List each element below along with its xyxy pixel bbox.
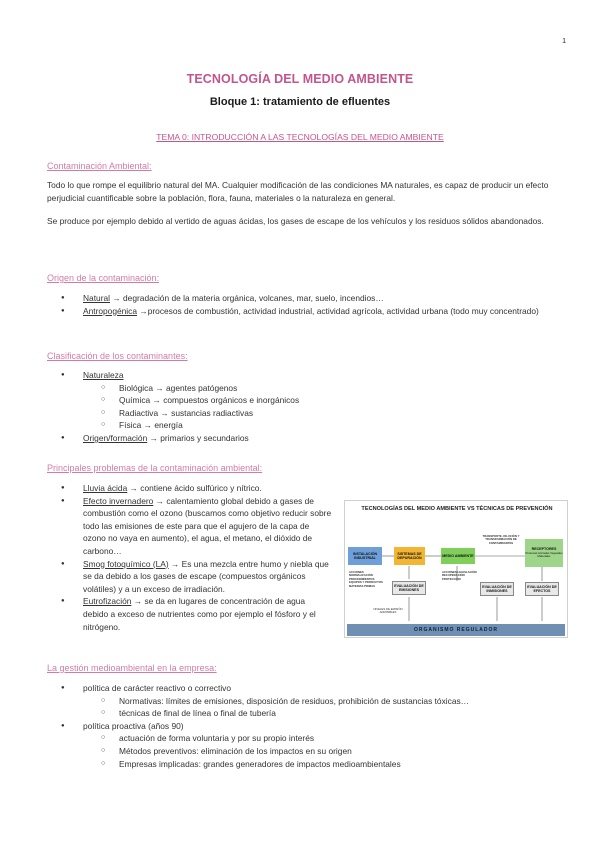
origen-term-antropogenica: Antropogénica: [83, 305, 138, 316]
page-number: 1: [562, 38, 566, 45]
proactiva-sublist: [83, 732, 567, 770]
problema-term: Smog fotoquímico (LA): [83, 558, 169, 569]
acciones-2: ACCIONES LEGISLACIÓN RECUPERACIÓN PROTECCIÓN: [442, 570, 477, 581]
origen-list: [47, 292, 567, 317]
problema-text: → se da en lugares de concentración de agua debido a exceso de nutrientes como por ejemplo el fósforo y el nitrógeno.: [83, 596, 316, 632]
problema-text: → Es una mezcla entre humo y niebla que se da debido a los gases de escape (compuestos orgánicos volátiles) y a un exceso de irradiación.: [83, 558, 329, 594]
organismo-regulador-bar: ORGANISMO REGULADOR: [347, 624, 565, 636]
receptores-sub: Personas Animales Vegetales Materiales: [525, 550, 563, 559]
sublist-item: ○ Métodos preventivos: eliminación de los impactos en su origen: [83, 745, 567, 758]
list-item: [47, 305, 567, 318]
niveles-label: NIVELES DE EMISIÓN ADMISIBLES: [373, 607, 403, 615]
page-title: TECNOLOGÍA DEL MEDIO AMBIENTE: [186, 72, 414, 86]
contaminacion-para-2: Se produce por ejemplo debido al vertido de aguas ácidas, los gases de escape de los vehículos y los residuos sólidos abandonados.: [47, 216, 544, 226]
gestion-list: [47, 682, 567, 770]
list-item: [47, 558, 332, 596]
list-item: [47, 432, 567, 445]
problema-term: Lluvia ácida: [83, 483, 128, 493]
sublist-item: ○ Empresas implicadas: grandes generadores de impactos medioambientales: [83, 758, 567, 771]
list-item: [47, 292, 567, 305]
problema-text: → contiene ácido sulfúrico y nítrico.: [127, 483, 262, 493]
origen-formacion-term: Origen/formación: [83, 432, 148, 443]
origen-text-natural: → degradación de la materia orgánica, volcanes, mar, suelo, incendios…: [110, 293, 384, 303]
problemas-heading: Principales problemas de la contaminación ambiental:: [47, 463, 263, 473]
gestion-proactiva: política proactiva (años 90): [83, 720, 184, 731]
tema-heading: TEMA 0: INTRODUCCIÓN A LAS TECNOLOGÍAS DEL MEDIO AMBIENTE: [156, 132, 444, 142]
list-item: [47, 682, 567, 720]
evaluacion-efectos-box: EVALUACIÓN DE EFECTOS: [525, 582, 559, 596]
sublist-item: ○ Biológica → agentes patógenos: [83, 382, 567, 395]
contaminacion-heading: Contaminación Ambiental:: [47, 161, 152, 171]
acciones-1: ACCIONES NORMALIZACIÓN PROCEDIMIENTOS EQUIPOS Y PRODUCTOS MATERIAS PRIMAS: [349, 570, 383, 588]
list-item: [47, 369, 567, 432]
naturaleza-term: Naturaleza: [83, 370, 124, 380]
gestion-reactiva: política de carácter reactivo o correctivo: [83, 683, 232, 693]
medio-box: MEDIO AMBIENTE: [441, 548, 475, 564]
origen-term-natural: Natural: [83, 293, 110, 303]
problema-term: Eutrofización: [83, 596, 132, 607]
reactiva-sublist: [83, 695, 567, 720]
receptores-box: [525, 539, 563, 567]
list-item: [47, 595, 332, 633]
section-clasificacion: [47, 350, 567, 445]
origen-text-antropogenica: →procesos de combustión, actividad industrial, actividad agrícola, actividad urbana (todo muy concentrado): [137, 305, 539, 316]
transporte-label: TRANSPORTE, DILUCIÓN Y TRANSFORMACIÓN DE CONTAMINANTES: [482, 534, 520, 545]
problema-text: → calentamiento global debido a gases de combustión como el ozono (buscamos como objetivo reducir sobre todo las emisiones de este para que el agujero de la capa de ozono no vaya en aumento), el agua, el metano, el dióxido de carbono…: [83, 495, 332, 556]
evaluacion-inmisiones-box: EVALUACIÓN DE INMISIONES: [480, 582, 514, 596]
prevention-diagram: [344, 500, 568, 638]
sublist-item: ○ Normativas: límites de emisiones, disposición de residuos, prohibición de sustancias tóxicas…: [83, 695, 567, 708]
instalacion-box: INSTALACIÓN INDUSTRIAL: [348, 547, 382, 565]
list-item: [47, 495, 332, 558]
evaluacion-emisiones-box: EVALUACIÓN DE EMISIONES: [392, 581, 426, 595]
clasificacion-heading: Clasificación de los contaminantes:: [47, 351, 188, 361]
contaminacion-para-1: Todo lo que rompe el equilibrio natural del MA. Cualquier modificación de las condiciones MA naturales, es capaz de producir un efecto perjudicial cuantificable sobre la población, flora, fauna, materiales o la naturaleza en general.: [47, 180, 549, 203]
naturaleza-sublist: [83, 382, 567, 432]
diagram-title: TECNOLOGÍAS DEL MEDIO AMBIENTE VS TÉCNICAS DE PREVENCIÓN: [361, 506, 553, 512]
gestion-heading: La gestión medioambiental en la empresa:: [47, 663, 217, 673]
sistemas-box: SISTEMAS DE DEPURACIÓN: [394, 547, 425, 565]
sublist-item: ○ Radiactiva → sustancias radiactivas: [83, 407, 567, 420]
page-subtitle: Bloque 1: tratamiento de efluentes: [209, 96, 391, 108]
section-gestion: [47, 662, 567, 770]
list-item: [47, 720, 567, 770]
list-item: [47, 482, 332, 495]
section-origen: [47, 272, 567, 317]
clasificacion-list: [47, 369, 567, 445]
sublist-item: ○ Física → energía: [83, 419, 567, 432]
sublist-item: ○ Química → compuestos orgánicos e inorgánicos: [83, 394, 567, 407]
section-contaminacion: [47, 160, 567, 228]
problema-term: Efecto invernadero: [83, 495, 154, 506]
problemas-list: [47, 482, 332, 633]
origen-heading: Origen de la contaminación:: [47, 273, 160, 283]
sublist-item: ○ actuación de forma voluntaria y por su propio interés: [83, 732, 567, 745]
sublist-item: ○ técnicas de final de línea o final de tubería: [83, 707, 567, 720]
origen-formacion-text: → primarios y secundarios: [147, 432, 249, 443]
receptores-label: RECEPTORES: [531, 547, 557, 552]
